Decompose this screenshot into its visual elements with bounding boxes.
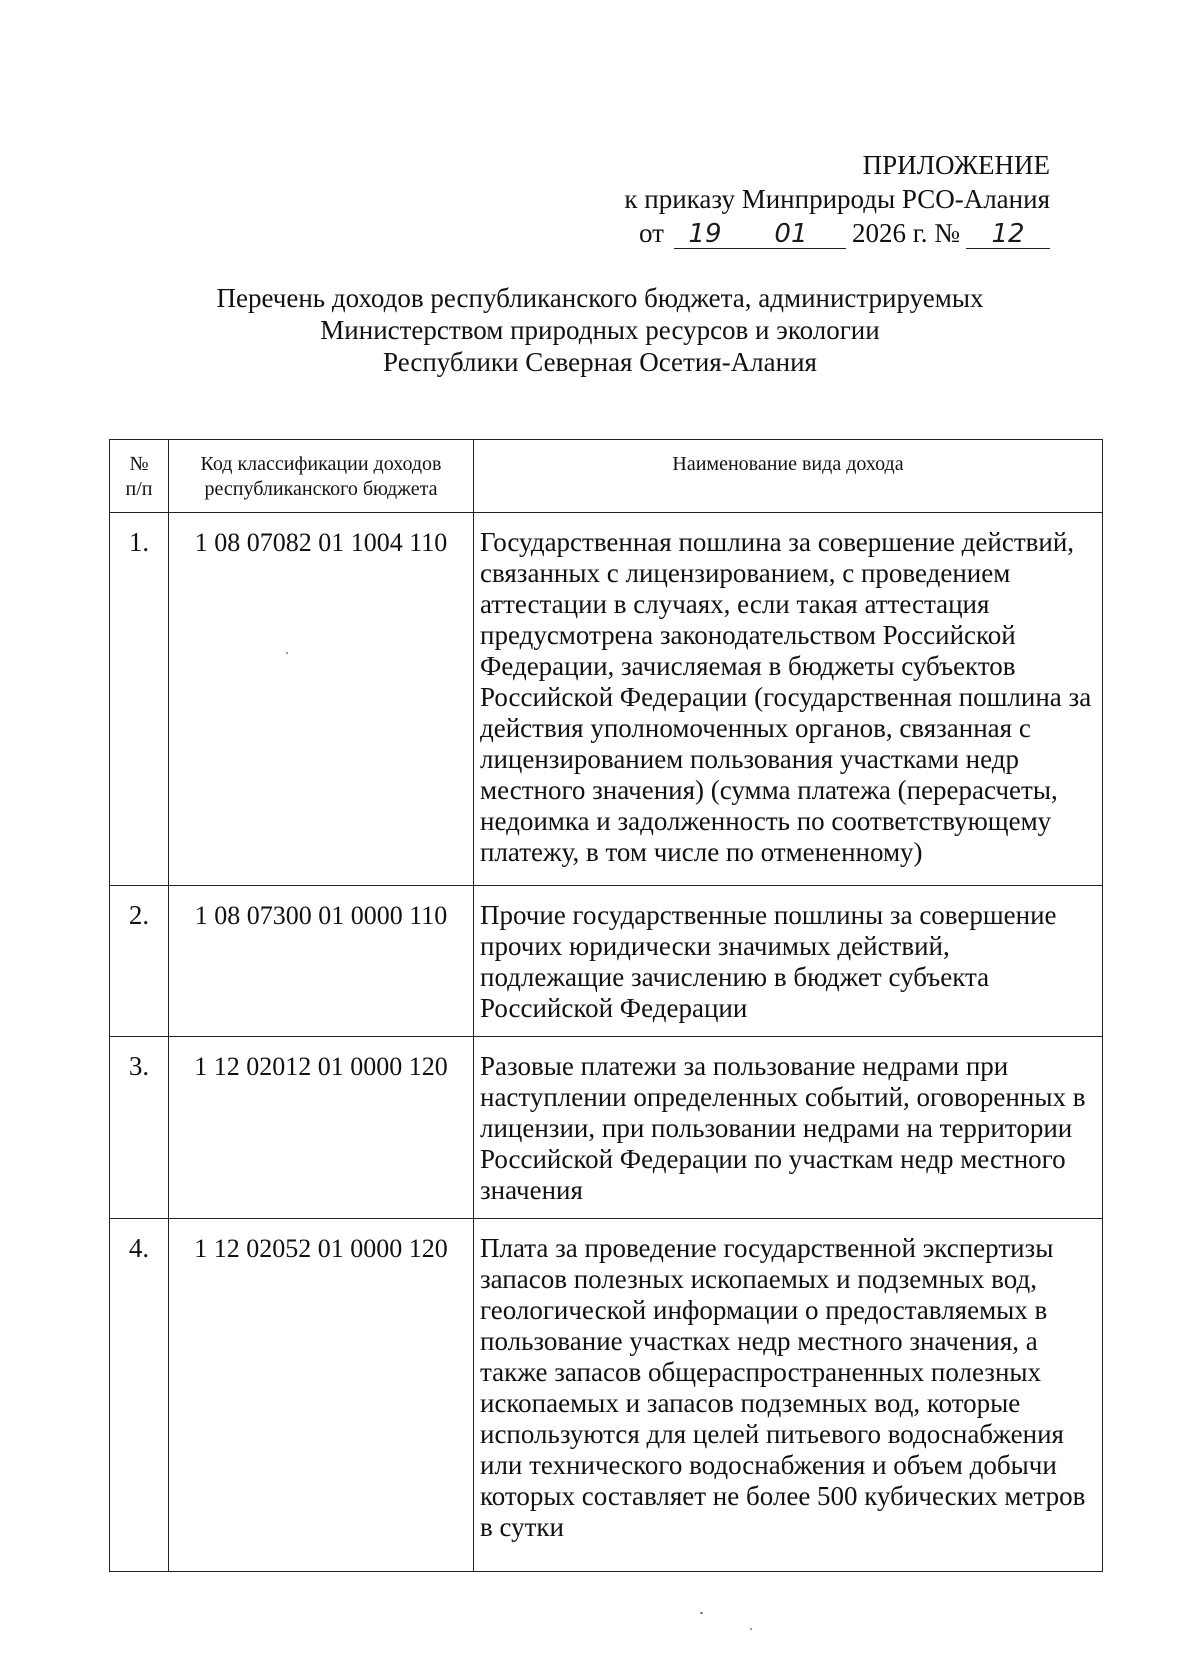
row-num: 1. [110, 513, 169, 886]
header-num: № п/п [110, 440, 169, 513]
order-date-line [624, 216, 1050, 250]
handwritten-day: 19 [674, 220, 736, 249]
scan-speck [286, 652, 288, 654]
date-prefix: от [639, 218, 664, 248]
scan-speck [700, 1612, 703, 1614]
table-header-row [110, 440, 1103, 513]
document-title [100, 282, 1100, 378]
row-num: 4. [110, 1219, 169, 1572]
handwritten-month: 01 [736, 220, 846, 249]
row-code: 1 08 07300 01 0000 110 [169, 886, 474, 1037]
row-num: 2. [110, 886, 169, 1037]
handwritten-order-number: 12 [966, 220, 1050, 249]
table-row [110, 886, 1103, 1037]
scan-speck [750, 1628, 752, 1630]
row-name: Прочие государственные пошлины за совершение прочих юридически значимых действий, подлежащие зачислению в бюджет субъекта Российской Федерации [474, 886, 1103, 1037]
table-row [110, 1037, 1103, 1219]
row-name: Разовые платежи за пользование недрами при наступлении определенных событий, оговоренных в лицензии, при пользовании недрами на территории Российской Федерации по участкам недр местного значения [474, 1037, 1103, 1219]
title-line-3: Республики Северная Осетия-Алания [383, 347, 817, 377]
row-name: Государственная пошлина за совершение действий, связанных с лицензированием, с проведением аттестации в случаях, если такая аттестация предусмотрена законодательством Российской Федерации, зачисляемая в бюджеты субъектов Российской Федерации (государственная пошлина за действия уполномоченных органов, связанная с лицензированием пользования участками недр местного значения) (сумма платежа (перерасчеты, недоимка и задолженность по соответствующему платежу, в том числе по отмененному) [474, 513, 1103, 886]
income-table [109, 439, 1103, 1572]
header-name: Наименование вида дохода [474, 440, 1103, 513]
appendix-block [624, 148, 1050, 250]
header-code: Код классификации доходов республиканского бюджета [169, 440, 474, 513]
table-row [110, 513, 1103, 886]
date-year: 2026 г. № [851, 218, 960, 248]
row-name: Плата за проведение государственной экспертизы запасов полезных ископаемых и подземных вод, геологической информации о предоставляемых в пользование участках недр местного значения, а также запасов общераспространенных полезных ископаемых и запасов подземных вод, которые используются для целей питьевого водоснабжения или технического водоснабжения и объем добычи которых составляет не более 500 кубических метров в сутки [474, 1219, 1103, 1572]
appendix-subtitle: к приказу Минприроды РСО-Алания [624, 184, 1050, 214]
row-num: 3. [110, 1037, 169, 1219]
row-code: 1 12 02052 01 0000 120 [169, 1219, 474, 1572]
row-code: 1 08 07082 01 1004 110 [169, 513, 474, 886]
row-code: 1 12 02012 01 0000 120 [169, 1037, 474, 1219]
appendix-title: ПРИЛОЖЕНИЕ [862, 150, 1050, 180]
title-line-2: Министерством природных ресурсов и экологии [320, 315, 880, 345]
title-line-1: Перечень доходов республиканского бюджета, администрируемых [216, 283, 984, 313]
table-row [110, 1219, 1103, 1572]
